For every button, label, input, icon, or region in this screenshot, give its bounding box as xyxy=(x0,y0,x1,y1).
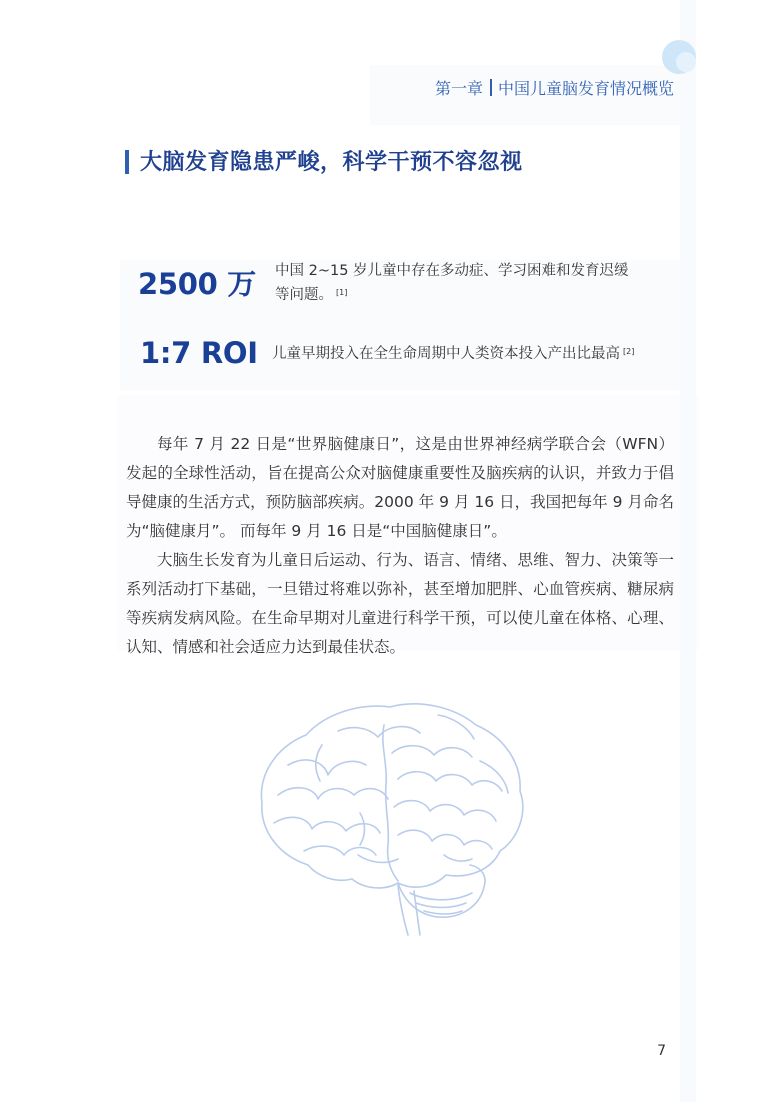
stat-value: 2500 万 xyxy=(138,267,257,301)
section-title: 大脑发育隐患严峻，科学干预不容忽视 xyxy=(140,150,523,175)
background-panel xyxy=(680,0,696,1102)
page-number: 7 xyxy=(657,1043,666,1059)
chapter-number: 第一章 xyxy=(434,79,483,98)
chapter-header xyxy=(435,76,674,99)
decorative-bubble xyxy=(676,52,696,72)
body-text xyxy=(126,430,674,662)
stat-description xyxy=(272,342,692,366)
stat-description-line-wrap xyxy=(275,283,675,307)
stat-description-line: 儿童早期投入在全生命周期中人类资本投入产出比最高 xyxy=(272,346,620,362)
brain-illustration xyxy=(248,695,533,940)
paragraph: 每年 7 月 22 日是“世界脑健康日”，这是由世界神经病学联合会（WFN）发起的全球性活动，旨在提高公众对脑健康重要性及脑疾病的认识，并致力于倡导健康的生活方式，预防脑部疾病。2000 年 9 月 16 日，我国把每年 9 月命名为“脑健康月”。 而每年 9 月 16 日是“中国脑健康日”。 xyxy=(126,435,674,540)
citation-ref: [2] xyxy=(623,347,635,356)
stat-description-line: 等问题。 xyxy=(275,287,333,303)
section-title-accent-bar xyxy=(125,150,129,174)
stat-description-line: 中国 2~15 岁儿童中存在多动症、学习困难和发育迟缓 xyxy=(275,263,629,279)
header-separator xyxy=(490,79,492,96)
stat-description xyxy=(275,259,675,307)
chapter-title: 中国儿童脑发育情况概览 xyxy=(497,79,674,98)
stat-value: 1:7 ROI xyxy=(140,336,258,370)
paragraph: 大脑生长发育为儿童日后运动、行为、语言、情绪、思维、智力、决策等一系列活动打下基础，一旦错过将难以弥补，甚至增加肥胖、心血管疾病、糖尿病等疾病发病风险。在生命早期对儿童进行科学干预，可以使儿童在体格、心理、认知、情感和社会适应力达到最佳状态。 xyxy=(126,551,674,656)
citation-ref: [1] xyxy=(336,288,348,297)
